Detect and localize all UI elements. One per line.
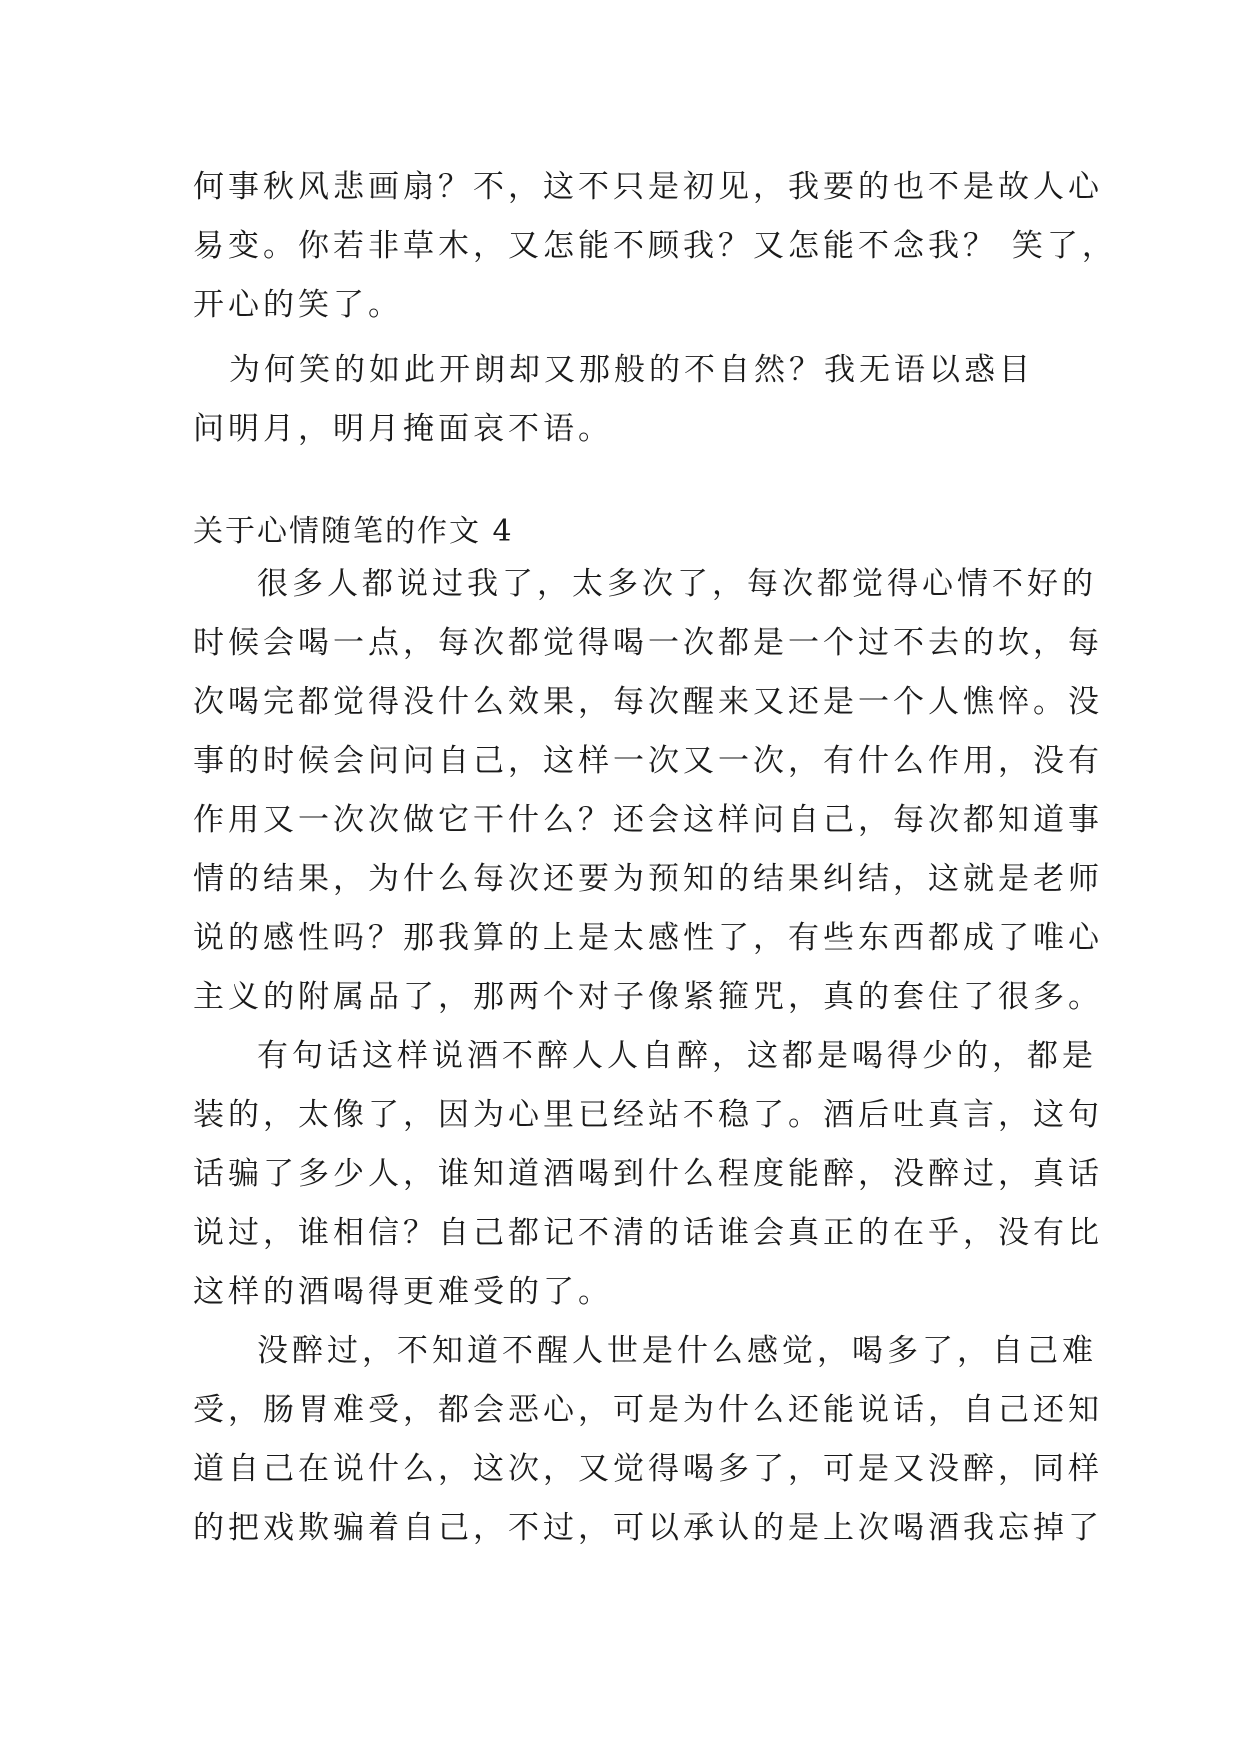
text-line: 没醉过，不知道不醒人世是什么感觉，喝多了，自己难: [257, 1333, 1097, 1369]
text-line: 作用又一次次做它干什么？还会这样问自己，每次都知道事: [193, 802, 1103, 838]
text-line: 话骗了多少人，谁知道酒喝到什么程度能醉，没醉过，真话: [193, 1156, 1103, 1192]
paragraph-1: [193, 158, 1117, 335]
text-line: 装的，太像了，因为心里已经站不稳了。酒后吐真言，这句: [193, 1097, 1103, 1133]
text-line: 说过，谁相信？自己都记不清的话谁会真正的在乎，没有比: [193, 1215, 1103, 1251]
paragraph-5: [193, 1322, 1103, 1558]
text-line: 说的感性吗？那我算的上是太感性了，有些东西都成了唯心: [193, 920, 1103, 956]
text-line: 何事秋风悲画扇？不，这不只是初见，我要的也不是故人心: [193, 169, 1103, 205]
text-line: 主义的附属品了，那两个对子像紧箍咒，真的套住了很多。: [193, 979, 1103, 1015]
text-line: 情的结果，为什么每次还要为预知的结果纠结，这就是老师: [193, 861, 1103, 897]
text-line: 道自己在说什么，这次，又觉得喝多了，可是又没醉，同样: [193, 1451, 1103, 1487]
text-line: 开心的笑了。: [193, 287, 403, 323]
paragraph-2: [193, 341, 1073, 459]
text-line: 有句话这样说酒不醉人人自醉，这都是喝得少的，都是: [257, 1038, 1097, 1074]
text-line: 这样的酒喝得更难受的了。: [193, 1274, 613, 1310]
paragraph-4: [193, 1027, 1103, 1322]
text-line: 的把戏欺骗着自己，不过，可以承认的是上次喝酒我忘掉了: [193, 1510, 1103, 1546]
text-line: 事的时候会问问自己，这样一次又一次，有什么作用，没有: [193, 743, 1103, 779]
text-line: 易变。你若非草木，又怎能不顾我？又怎能不念我？ 笑了，: [193, 228, 1117, 264]
paragraph-3: [193, 555, 1103, 1027]
text-line: 受，肠胃难受，都会恶心，可是为什么还能说话，自己还知: [193, 1392, 1103, 1428]
section-heading: 关于心情随笔的作文 4: [193, 514, 514, 549]
document-page: [193, 158, 1117, 1558]
text-line: 时候会喝一点，每次都觉得喝一次都是一个过不去的坎，每: [193, 625, 1103, 661]
text-line: 问明月，明月掩面哀不语。: [193, 411, 613, 447]
text-line: 次喝完都觉得没什么效果，每次醒来又还是一个人憔悴。没: [193, 684, 1103, 720]
text-line: 为何笑的如此开朗却又那般的不自然？我无语以惑目: [229, 352, 1034, 388]
text-line: 很多人都说过我了，太多次了，每次都觉得心情不好的: [257, 566, 1097, 602]
